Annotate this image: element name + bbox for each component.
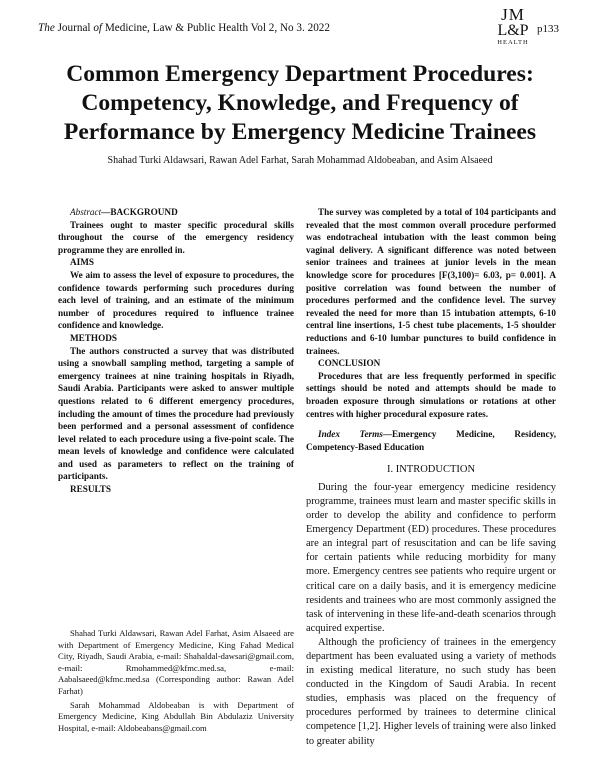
journal-name-b: Medicine, Law & Public Health Vol 2, No 3. 2022 (102, 22, 330, 34)
journal-of: of (93, 22, 103, 34)
journal-header (38, 22, 330, 34)
author-list: Shahad Turki Aldawsari, Rawan Adel Farhat, Sarah Mohammad Aldobeaban, and Asim Alsaeed (107, 155, 493, 166)
intro-paragraph: Although the proficiency of trainees in the emergency department has been evaluated using a variety of methods in existing medical literature, no such study has been conducted in the Kingdom of Saudi Arabia. In recent studies, emphasis was placed on the frequency of procedures performed by trainees to determine clinical competence [1,2]. Higher levels of training were also linked to greater ability (306, 636, 556, 747)
aims-heading: AIMS (70, 257, 94, 268)
logo-line-2: L&P (497, 22, 529, 39)
logo-line-3: HEALTH (497, 39, 529, 46)
abstract-left-column (58, 206, 294, 496)
journal-the: The (38, 22, 55, 34)
methods-heading: METHODS (70, 332, 117, 343)
page-number: p133 (537, 23, 559, 35)
journal-name-a: Journal (54, 22, 94, 34)
abstract-aims: We aim to assess the level of exposure to procedures, the confidence towards performing such procedures during each level of training, and an estimate of the minimum number of procedures required to influence trainee confidence and knowledge. (58, 269, 294, 331)
introduction-body (306, 481, 556, 749)
index-terms-text: —Emergency Medicine, Residency, Competency-Based Education (306, 429, 556, 452)
intro-paragraph: During the four-year emergency medicine residency programme, trainees must learn and master specific skills in order to develop the ability and confidence to perform Emergency Department (ED) procedures. These procedures are an integral part of resuscitation and can be life saving for certain patients while reducing morbidity for many more. Emergency centres see patients who require urgent or critical care on a daily basis, and it is emergency medicine residents and trainees who are most commonly assigned the task of intervening in these life-and-death scenarios through acquired expertise. (306, 481, 556, 634)
journal-logo (492, 6, 534, 47)
conclusion-heading: CONCLUSION (318, 358, 381, 369)
abstract-background: Trainees ought to master specific procedural skills throughout the course of the emergency residency programme they are enrolled in. (58, 219, 294, 255)
logo-line-1: JM (501, 5, 525, 24)
index-terms (306, 428, 556, 453)
footnote: Shahad Turki Aldawsari, Rawan Adel Farhat, Asim Alsaeed are with Department of Emergency Medicine, King Fahad Medical City, Riyadh, Saudi Arabia, e-mail: Shahaldal-dawsari@gmail.com, e-mail: Rmohammed@kfmc.med.sa, e-mail: Aabalsaeed@kfmc.med.sa (Corresponding author: Rawan Adel Farhat) (58, 628, 294, 696)
footnote: Sarah Mohammad Aldobeaban is with Department of Emergency Medicine, King Abdullah Bin Abdulaziz University Hospital, e-mail: Aldobeabans@gmail.com (58, 699, 294, 733)
results-heading: RESULTS (70, 484, 112, 495)
index-terms-label: Index Terms (318, 429, 383, 440)
right-column (306, 206, 556, 749)
author-affiliations (58, 628, 294, 736)
abstract-methods: The authors constructed a survey that was distributed using a snowball sampling method, targeting a sample of emergency trainees at nine training hospitals in Riyadh, Saudi Arabia. Participants were asked to answer multiple questions related to 6 different emergency procedures, including the amount of times the procedure had previously been performed and a personal assessment of confidence level related to each procedure using a five-point scale. The mean levels of knowledge and confidence were calculated and used as parameters to reflect on the training of participants. (58, 345, 294, 482)
abstract-label: Abstract (70, 207, 102, 217)
abstract-conclusion: Procedures that are less frequently performed in specific settings should be noted and attempts should be made to broaden exposure through simulations or rotations at other centres with higher procedural exposure rates. (306, 370, 556, 419)
introduction-heading: I. INTRODUCTION (386, 464, 476, 476)
abstract-heading (58, 206, 294, 219)
paper-title: Common Emergency Department Procedures: Competency, Knowledge, and Frequency of Performance by Emergency Medicine Trainees (63, 61, 537, 145)
abstract-results: The survey was completed by a total of 104 participants and revealed that the most common overall procedure performed was endotracheal intubation with the least common being vaginal delivery. A significant difference was noted between senior trainees and trainees at junior levels in the mean knowledge score for procedures [F(3,100)= 6.03, p= 0.001]. A positive correlation was found between the number of procedures performed and the confidence level. The survey revealed the need for more than 15 intubation attempts, 6-10 central line insertions, 1-5 chest tube placements, 1-5 shoulder reductions and 6-10 lumbar punctures to build confidence in trainees. (306, 207, 556, 356)
abstract-background-heading: —BACKGROUND (101, 207, 178, 217)
